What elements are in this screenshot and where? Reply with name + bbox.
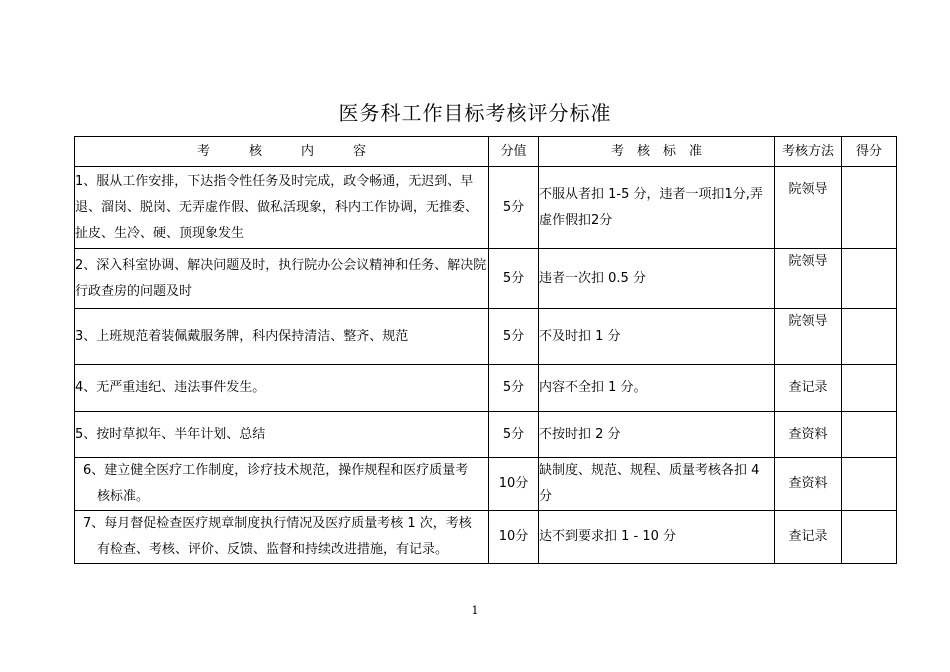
row-got [842, 365, 897, 412]
document-title: 医务科工作目标考核评分标准 [338, 101, 612, 125]
scoring-table [74, 136, 897, 564]
header-method: 考核方法 [775, 137, 842, 167]
row-content-line1: 7、每月督促检查医疗规章制度执行情况及医疗质量考核 1 次，考核 [83, 516, 472, 531]
row-content-line2: 有检查、考核、评价、反馈、监督和持续改进措施，有记录。 [97, 542, 449, 557]
row-got [842, 167, 897, 249]
row-content: 4、无严重违纪、违法事件发生。 [75, 365, 489, 412]
table-row [75, 458, 897, 511]
row-score: 10分 [489, 511, 539, 564]
row-content [75, 458, 489, 511]
row-content-line1: 6、建立健全医疗工作制度，诊疗技术规范，操作规程和医疗质量考 [83, 463, 469, 478]
row-standard: 达不到要求扣 1 - 10 分 [539, 511, 775, 564]
row-got [842, 309, 897, 365]
row-got [842, 249, 897, 309]
row-method: 查记录 [775, 511, 842, 564]
table-row [75, 309, 897, 365]
row-method: 院领导 [775, 249, 842, 309]
header-content: 考 核 内 容 [75, 137, 489, 167]
row-content-line2: 核标准。 [97, 489, 150, 504]
table-row [75, 365, 897, 412]
row-content [75, 511, 489, 564]
row-standard: 不及时扣 1 分 [539, 309, 775, 365]
header-got: 得分 [842, 137, 897, 167]
row-content: 3、上班规范着装佩戴服务牌，科内保持清洁、整齐、规范 [75, 309, 489, 365]
row-method: 查资料 [775, 412, 842, 458]
row-standard: 内容不全扣 1 分。 [539, 365, 775, 412]
row-got [842, 412, 897, 458]
page-number: 1 [471, 604, 479, 617]
row-got [842, 511, 897, 564]
row-score: 5分 [489, 167, 539, 249]
table-row [75, 511, 897, 564]
row-score: 5分 [489, 249, 539, 309]
row-standard: 缺制度、规范、规程、质量考核各扣 4 分 [539, 458, 775, 511]
table-header-row [75, 137, 897, 167]
row-standard: 违者一次扣 0.5 分 [539, 249, 775, 309]
row-standard: 不服从者扣 1-5 分，违者一项扣1分,弄虚作假扣2分 [539, 167, 775, 249]
table-row [75, 412, 897, 458]
row-score: 5分 [489, 365, 539, 412]
row-got [842, 458, 897, 511]
row-content: 5、按时草拟年、半年计划、总结 [75, 412, 489, 458]
row-method: 查记录 [775, 365, 842, 412]
row-content: 2、深入科室协调、解决问题及时，执行院办公会议精神和任务、解决院行政查房的问题及时 [75, 249, 489, 309]
row-content: 1、服从工作安排，下达指令性任务及时完成，政令畅通，无迟到、早退、溜岗、脱岗、无弄虚作假、做私活现象，科内工作协调，无推委、扯皮、生冷、硬、顶现象发生 [75, 167, 489, 249]
row-method: 院领导 [775, 309, 842, 365]
header-standard: 考 核 标 准 [539, 137, 775, 167]
header-score: 分值 [489, 137, 539, 167]
row-score: 5分 [489, 309, 539, 365]
row-standard: 不按时扣 2 分 [539, 412, 775, 458]
row-method: 院领导 [775, 167, 842, 249]
table-row [75, 249, 897, 309]
row-method: 查资料 [775, 458, 842, 511]
row-score: 5分 [489, 412, 539, 458]
row-score: 10分 [489, 458, 539, 511]
table-row [75, 167, 897, 249]
